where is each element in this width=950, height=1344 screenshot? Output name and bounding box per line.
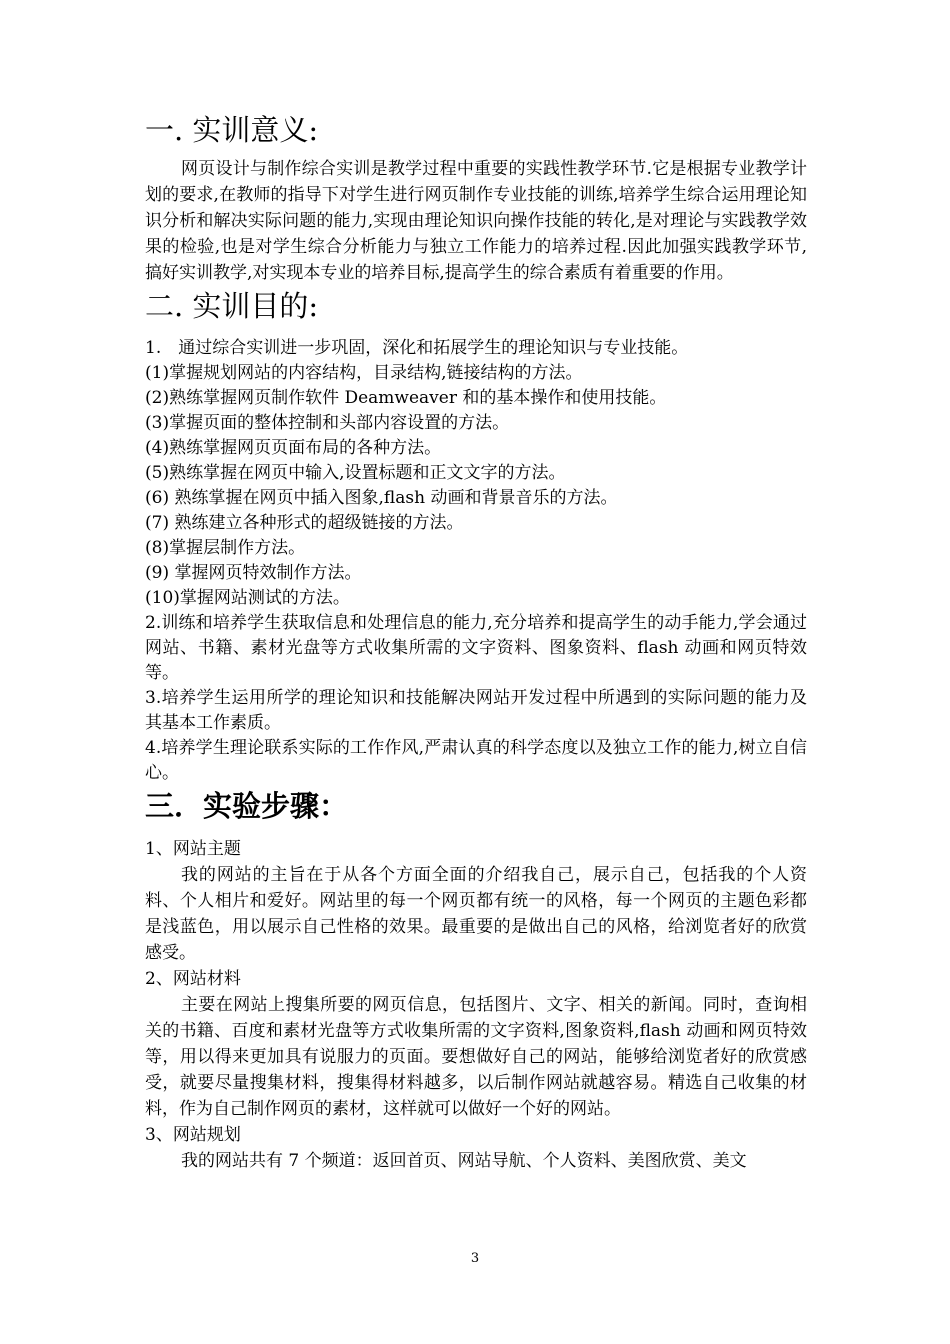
list-item: (6) 熟练掌握在网页中插入图象,flash 动画和背景音乐的方法。 <box>145 488 618 508</box>
list-item: 2.训练和培养学生获取信息和处理信息的能力,充分培养和提高学生的动手能力,学会通过网站、书籍、素材光盘等方式收集所需的文字资料、图象资料、flash 动画和网页特效等。 <box>145 613 807 683</box>
subsection-text: 我的网站的主旨在于从各个方面全面的介绍我自己，展示自己，包括我的个人资料、个人相片和爱好。网站里的每一个网页都有统一的风格，每一个网页的主题色彩都是浅蓝色，用以展示自己性格的效果。最重要的是做出自己的风格，给浏览者好的欣赏感受。 <box>145 865 807 963</box>
list-item: (7) 熟练建立各种形式的超级链接的方法。 <box>145 513 464 533</box>
list-item: (2)熟练掌握网页制作软件 Deamweaver 和的基本操作和使用技能。 <box>145 388 667 408</box>
list-item: 4.培养学生理论联系实际的工作作风,严肃认真的科学态度以及独立工作的能力,树立自信心。 <box>145 738 807 783</box>
list-item: 1. 通过综合实训进一步巩固，深化和拓展学生的理论知识与专业技能。 <box>145 338 689 358</box>
section-heading-1: 一. 实训意义: <box>145 113 319 147</box>
list-item: (1)掌握规划网站的内容结构，目录结构,链接结构的方法。 <box>145 363 583 383</box>
subsection-title: 2、网站材料 <box>145 969 241 989</box>
list-item: (10)掌握网站测试的方法。 <box>145 588 350 608</box>
document-body <box>145 110 807 1174</box>
section-heading-2: 二. 实训目的: <box>145 289 319 323</box>
subsection-title: 3、网站规划 <box>145 1125 241 1145</box>
page-number: 3 <box>470 1251 480 1266</box>
subsection-text: 主要在网站上搜集所要的网页信息，包括图片、文字、相关的新闻。同时，查询相关的书籍、百度和素材光盘等方式收集所需的文字资料,图象资料,flash 动画和网页特效等，用以得来更加具有说服力的页面。要想做好自己的网站，能够给浏览者好的欣赏感受，就要尽量搜集材料，搜集得材料越多，以后制作网站就越容易。精选自己收集的材料，作为自己制作网页的素材，这样就可以做好一个好的网站。 <box>145 995 807 1119</box>
section-3-body <box>145 836 807 1174</box>
list-item: (3)掌握页面的整体控制和头部内容设置的方法。 <box>145 413 510 433</box>
section-1-paragraph: 网页设计与制作综合实训是教学过程中重要的实践性教学环节.它是根据专业教学计划的要求,在教师的指导下对学生进行网页制作专业技能的训练,培养学生综合运用理论知识分析和解决实际问题的能力,实现由理论知识向操作技能的转化,是对理论与实践教学效果的检验,也是对学生综合分析能力与独立工作能力的培养过程.因此加强实践教学环节,搞好实训教学,对实现本专业的培养目标,提高学生的综合素质有着重要的作用。 <box>145 159 807 283</box>
list-item: (5)熟练掌握在网页中输入,设置标题和正文文字的方法。 <box>145 463 566 483</box>
list-item: (8)掌握层制作方法。 <box>145 538 306 558</box>
subsection-title: 1、网站主题 <box>145 839 241 859</box>
section-2-list <box>145 336 807 786</box>
list-item: (4)熟练掌握网页页面布局的各种方法。 <box>145 438 442 458</box>
subsection-text: 我的网站共有 7 个频道：返回首页、网站导航、个人资料、美图欣赏、美文 <box>181 1151 747 1171</box>
list-item: 3.培养学生运用所学的理论知识和技能解决网站开发过程中所遇到的实际问题的能力及其基本工作素质。 <box>145 688 807 733</box>
list-item: (9) 掌握网页特效制作方法。 <box>145 563 362 583</box>
section-heading-3: 三．实验步骤： <box>145 789 349 823</box>
